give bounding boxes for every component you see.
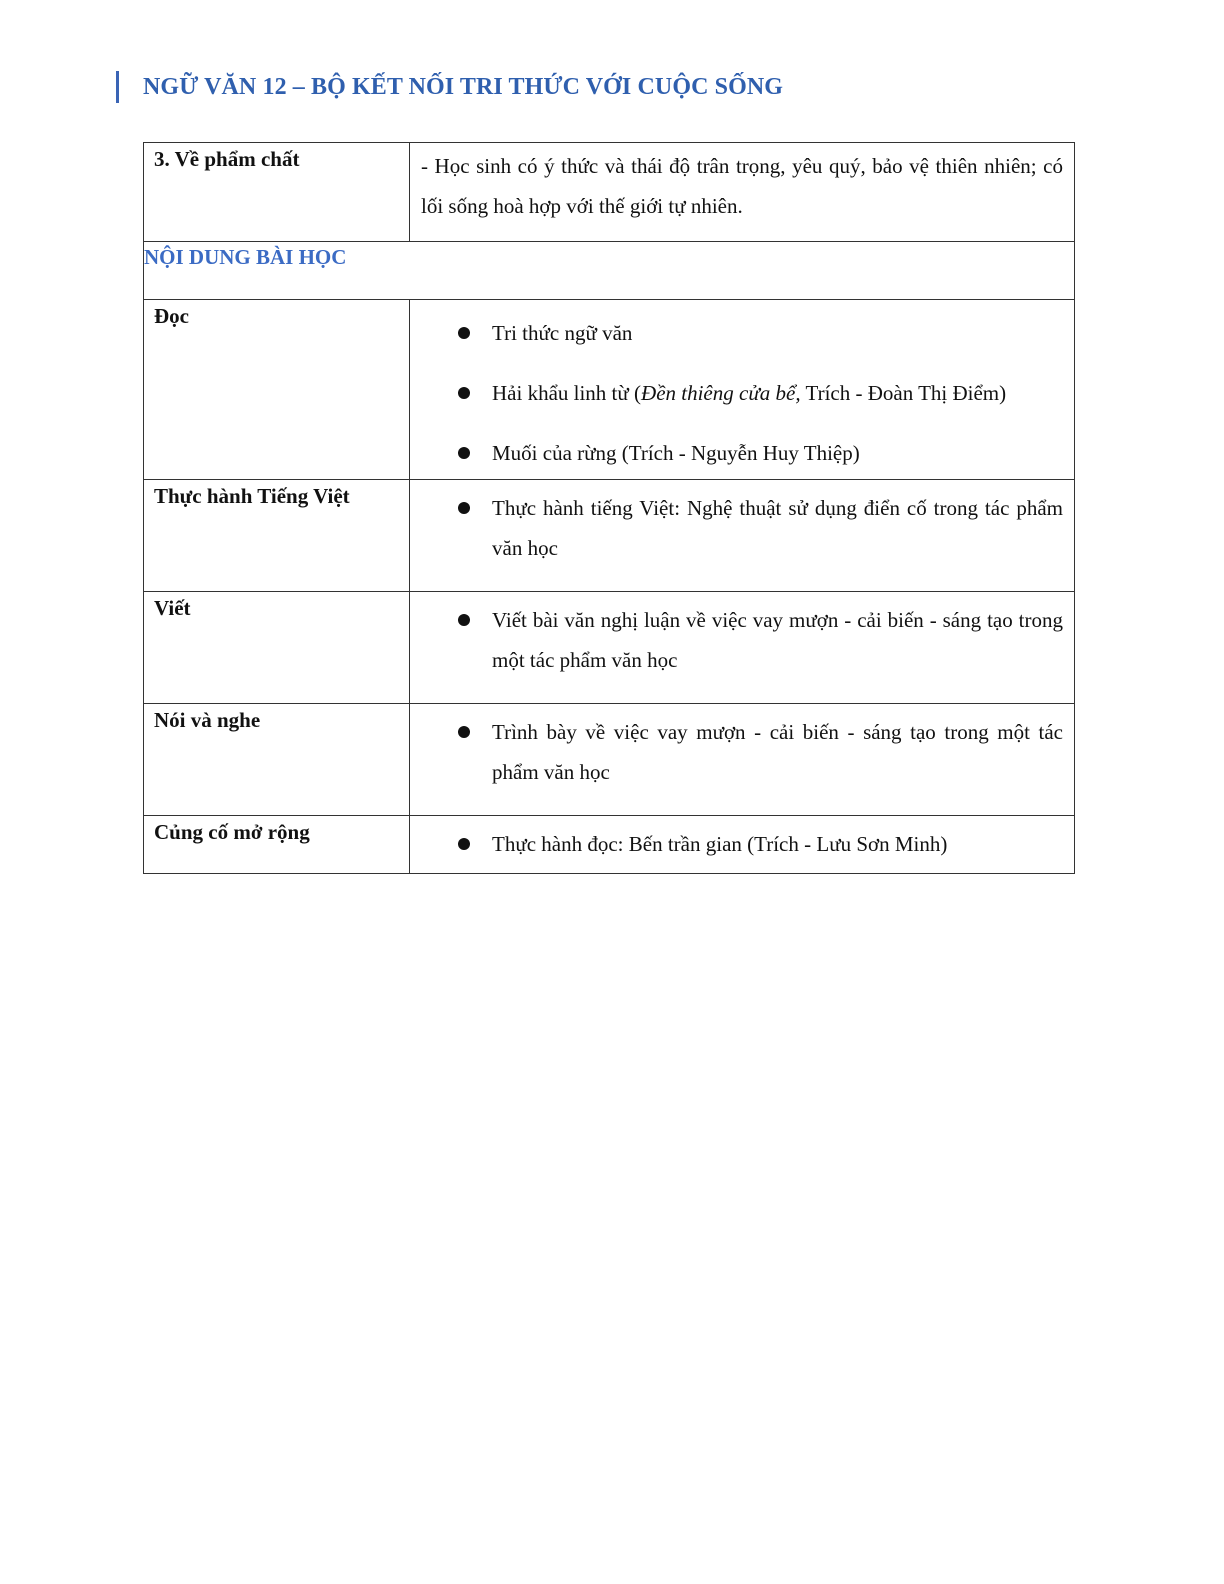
list-item <box>410 373 1063 413</box>
cell-thuc-hanh-items <box>410 480 1075 592</box>
cell-noi-nghe-items <box>410 704 1075 816</box>
row-label-viet: Viết <box>154 596 191 620</box>
cell-pham-chat-label <box>144 143 410 242</box>
cell-noi-nghe-label <box>144 704 410 816</box>
bullet-icon <box>458 387 470 399</box>
list-item-text-pre: Hải khẩu linh từ ( <box>492 381 642 405</box>
header-accent-bar <box>116 71 119 103</box>
lesson-table <box>143 142 1075 874</box>
pham-chat-text: - Học sinh có ý thức và thái độ trân trọng, yêu quý, bảo vệ thiên nhiên; có lối sống hoà hợp với thế giới tự nhiên. <box>421 154 1063 218</box>
list-item <box>410 600 1063 680</box>
bullet-icon <box>458 838 470 850</box>
row-label-doc: Đọc <box>154 304 189 328</box>
section-heading: NỘI DUNG BÀI HỌC <box>144 245 347 269</box>
list-item <box>410 433 1063 473</box>
list-item-text-post: Trích - Đoàn Thị Điểm) <box>800 381 1007 405</box>
row-section-heading <box>144 242 1075 300</box>
bullet-icon <box>458 502 470 514</box>
cell-viet-items <box>410 592 1075 704</box>
noi-nghe-list <box>410 704 1074 792</box>
cell-viet-label <box>144 592 410 704</box>
cell-section-heading <box>144 242 1075 300</box>
list-item-text: Muối của rừng (Trích - Nguyễn Huy Thiệp) <box>492 441 860 465</box>
row-viet <box>144 592 1075 704</box>
viet-list <box>410 592 1074 680</box>
row-cung-co <box>144 816 1075 874</box>
pham-chat-label: 3. Về phẩm chất <box>154 147 300 171</box>
bullet-icon <box>458 327 470 339</box>
bullet-icon <box>458 614 470 626</box>
row-pham-chat <box>144 143 1075 242</box>
list-item-text: Tri thức ngữ văn <box>492 321 633 345</box>
list-item-text: Thực hành đọc: Bến trần gian (Trích - Lưu Sơn Minh) <box>492 832 948 856</box>
row-noi-nghe <box>144 704 1075 816</box>
cung-co-list <box>410 816 1074 864</box>
list-item-text: Trình bày về việc vay mượn - cải biến - sáng tạo trong một tác phẩm văn học <box>492 720 1063 784</box>
page-header <box>116 70 783 104</box>
thuc-hanh-list <box>410 480 1074 568</box>
cell-thuc-hanh-label <box>144 480 410 592</box>
list-item-text: Viết bài văn nghị luận về việc vay mượn - cải biến - sáng tạo trong một tác phẩm văn học <box>492 608 1063 672</box>
list-item <box>410 488 1063 568</box>
cell-doc-label <box>144 300 410 480</box>
list-item-text: Thực hành tiếng Việt: Nghệ thuật sử dụng điển cố trong tác phẩm văn học <box>492 496 1063 560</box>
cell-doc-items <box>410 300 1075 480</box>
row-label-noi-nghe: Nói và nghe <box>154 708 261 732</box>
row-thuc-hanh <box>144 480 1075 592</box>
list-item <box>410 313 1063 353</box>
bullet-icon <box>458 726 470 738</box>
header-title: NGỮ VĂN 12 – BỘ KẾT NỐI TRI THỨC VỚI CUỘC SỐNG <box>143 73 784 100</box>
row-doc <box>144 300 1075 480</box>
row-label-cung-co: Củng cố mở rộng <box>154 820 310 844</box>
cell-cung-co-label <box>144 816 410 874</box>
doc-list <box>410 300 1074 473</box>
row-label-thuc-hanh: Thực hành Tiếng Việt <box>154 484 350 508</box>
list-item-text-italic: Đền thiêng cửa bể, <box>641 381 801 405</box>
cell-pham-chat-text <box>410 143 1075 242</box>
cell-cung-co-items <box>410 816 1075 874</box>
list-item <box>410 824 1063 864</box>
list-item <box>410 712 1063 792</box>
bullet-icon <box>458 447 470 459</box>
